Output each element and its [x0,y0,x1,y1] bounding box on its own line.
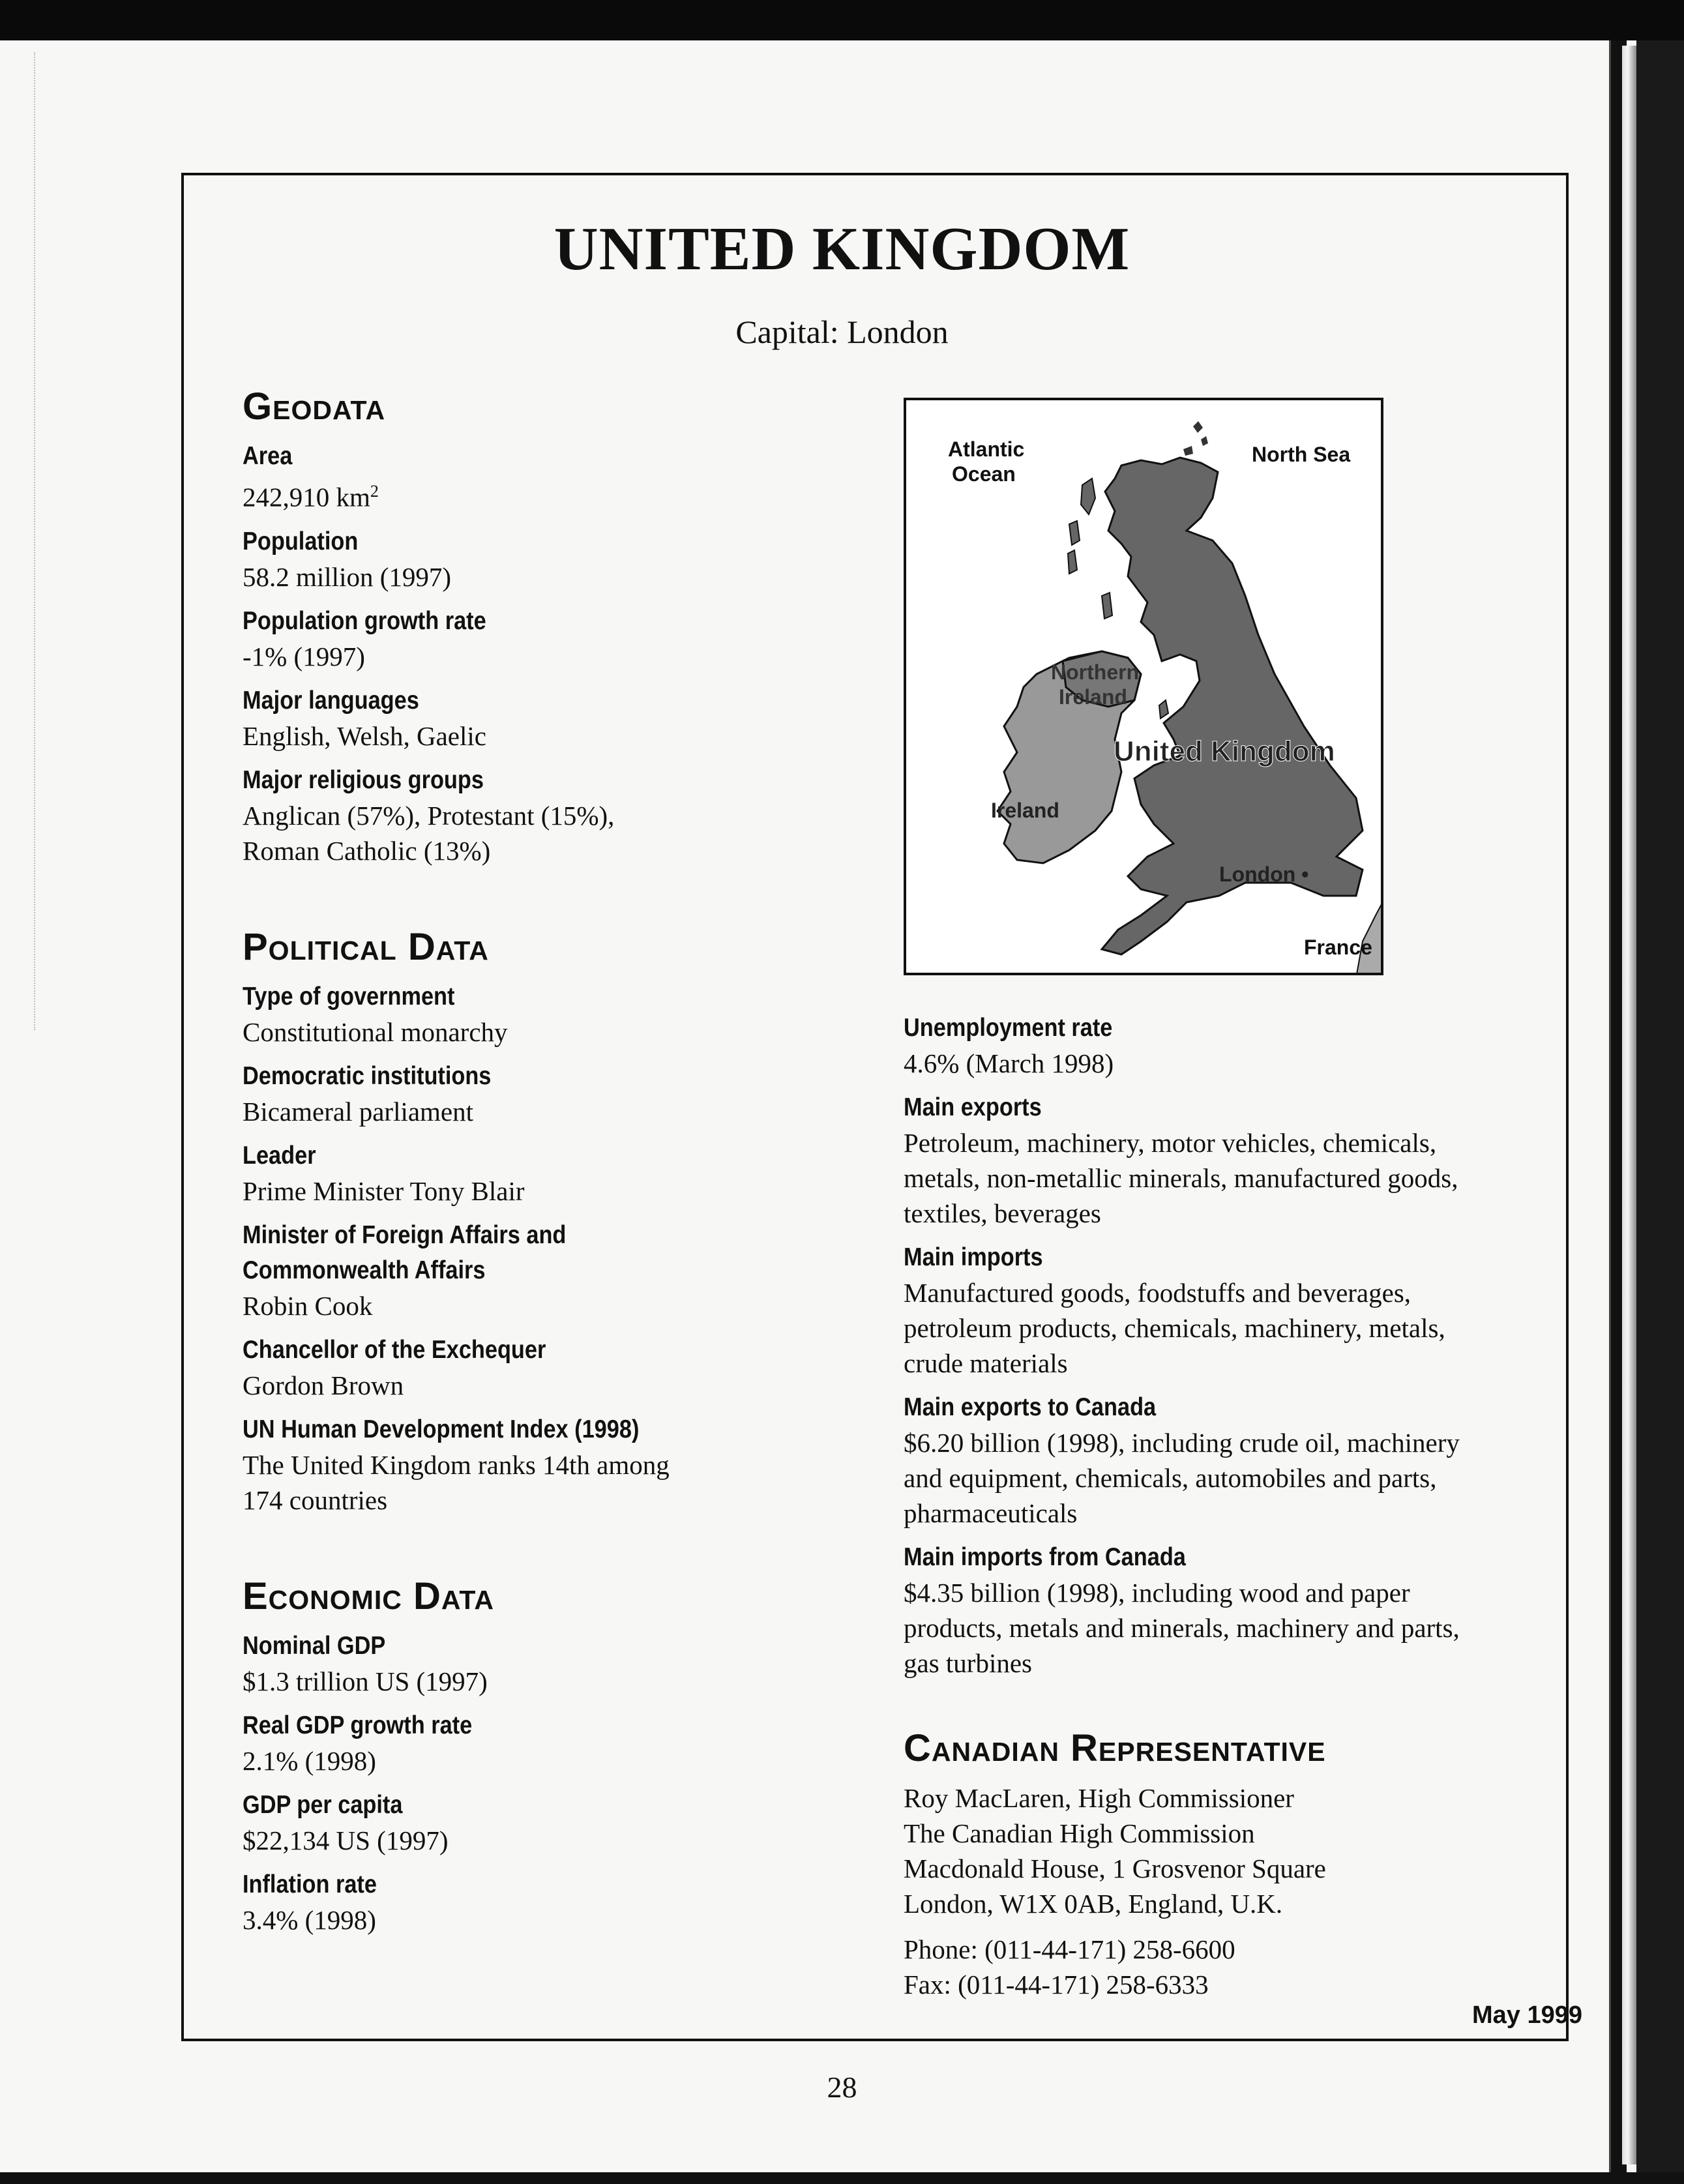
page-number: 28 [827,2071,857,2104]
main-imports-value-line: Manufactured goods, foodstuffs and beverages, [904,1278,1411,1308]
religions-label: Major religious groups [243,765,484,794]
france-label: France [1304,936,1372,959]
geodata-heading: Geodata [243,385,386,428]
northern-ireland-label: Northern Ireland [1051,660,1140,709]
capital-subtitle: Capital: London [735,314,949,350]
exports-to-canada-value-line: $6.20 billion (1998), including crude oil, machinery [904,1428,1460,1458]
population-label: Population [243,527,359,555]
imports-from-canada-value-line: gas turbines [904,1648,1032,1678]
gdp-per-capita-label: GDP per capita [243,1790,403,1819]
atlantic-ocean-label: Atlantic Ocean [948,437,1025,486]
gdp-per-capita-value: $22,134 US (1997) [243,1825,449,1855]
chancellor-value: Gordon Brown [243,1370,404,1400]
uk-map-drawing [906,400,1383,975]
economic-heading: Economic Data [243,1574,495,1617]
area-value: 242,910 $km^2$ [243,482,379,512]
population-item [243,524,829,595]
representative-heading: Canadian Representative [904,1727,1326,1769]
area-item [243,439,829,515]
exports-to-canada-value-line: and equipment, chemicals, automobiles and parts, [904,1463,1437,1493]
representative-city: London, W1X 0AB, England, U.K. [904,1889,1283,1919]
right-column [904,1011,1529,1690]
imports-from-canada-label: Main imports from Canada [904,1543,1186,1571]
scan-bottom-border [0,2172,1684,2184]
uk-map [904,398,1383,975]
growth-label: Population growth rate [243,606,486,635]
main-exports-value-line: metals, non-metallic minerals, manufactured goods, [904,1163,1458,1193]
foreign-minister-item [243,1218,829,1323]
government-item [243,979,829,1050]
north-sea-label: North Sea [1252,443,1351,466]
isle-of-man [1159,700,1168,718]
unemployment-item [904,1011,1529,1081]
growth-value: -1% (1997) [243,641,365,671]
chancellor-item [243,1333,829,1403]
imports-from-canada-value-line: products, metals and minerals, machinery and parts, [904,1613,1460,1643]
unemployment-value: 4.6% (March 1998) [904,1048,1114,1078]
inflation-item [243,1867,829,1938]
nominal-gdp-item [243,1629,829,1699]
hdi-value-line: 174 countries [243,1484,388,1515]
hdi-label: UN Human Development Index (1998) [243,1415,640,1443]
religions-item [243,763,829,868]
main-imports-label: Main imports [904,1243,1043,1271]
exports-to-canada-label: Main exports to Canada [904,1393,1157,1421]
main-imports-value-line: crude materials [904,1348,1068,1378]
hebrides-islands [1068,479,1112,619]
nominal-gdp-value: $1.3 trillion US (1997) [243,1666,488,1696]
area-unit-superscript: 2 [370,482,379,501]
main-exports-label: Main exports [904,1093,1042,1121]
foreign-minister-label: Commonwealth Affairs [243,1256,486,1284]
exports-to-canada-item [904,1390,1529,1531]
representative-phone: Phone: (011-44-171) 258-6600 [904,1934,1235,1964]
foreign-minister-label: Minister of Foreign Affairs and [243,1220,567,1249]
ireland-label: Ireland [991,799,1059,822]
scan-right-edge [1636,40,1684,2172]
languages-label: Major languages [243,686,419,715]
representative-office: The Canadian High Commission [904,1818,1255,1848]
area-label: Area [243,442,293,470]
institutions-value: Bicameral parliament [243,1096,474,1127]
representative-name: Roy MacLaren, High Commissioner [904,1783,1294,1813]
main-imports-value-line: petroleum products, chemicals, machinery, metals, [904,1313,1445,1343]
representative-fax: Fax: (011-44-171) 258-6333 [904,1970,1209,2000]
page-title: UNITED KINGDOM [554,215,1130,283]
hdi-value-line: The United Kingdom ranks 14th among [243,1449,670,1480]
leader-item [243,1138,829,1209]
left-column [243,385,829,1947]
inflation-value: 3.4% (1998) [243,1904,376,1935]
main-imports-item [904,1240,1529,1381]
hdi-item [243,1412,829,1518]
exports-to-canada-value-line: pharmaceuticals [904,1498,1078,1528]
publication-date: May 1999 [1472,2001,1583,2029]
gdp-growth-label: Real GDP growth rate [243,1711,473,1739]
leader-value: Prime Minister Tony Blair [243,1175,525,1206]
main-exports-item [904,1090,1529,1231]
representative-section [904,1727,1529,2002]
gdp-per-capita-item [243,1788,829,1858]
government-value: Constitutional monarchy [243,1016,508,1047]
inflation-label: Inflation rate [243,1870,377,1898]
chancellor-label: Chancellor of the Exchequer [243,1335,546,1364]
representative-address: Macdonald House, 1 Grosvenor Square [904,1853,1326,1883]
gdp-growth-value: 2.1% (1998) [243,1745,376,1776]
languages-item [243,683,829,754]
languages-value: English, Welsh, Gaelic [243,720,486,751]
scan-top-border [0,0,1684,40]
london-label: London • [1219,863,1309,886]
foreign-minister-value: Robin Cook [243,1290,373,1321]
main-exports-value-line: Petroleum, machinery, motor vehicles, chemicals, [904,1128,1437,1158]
main-exports-value-line: textiles, beverages [904,1198,1101,1228]
political-heading: Political Data [243,925,489,968]
nominal-gdp-label: Nominal GDP [243,1631,386,1660]
unemployment-label: Unemployment rate [904,1014,1113,1042]
leader-label: Leader [243,1141,316,1170]
religions-value-line: Anglican (57%), Protestant (15%), [243,800,615,831]
imports-from-canada-item [904,1540,1529,1681]
government-label: Type of government [243,982,455,1011]
united-kingdom-label: United Kingdom [1114,735,1335,767]
gdp-growth-item [243,1708,829,1778]
page-curl [1622,46,1636,2164]
population-value: 58.2 million (1997) [243,561,452,592]
growth-item [243,604,829,674]
scan-left-margin-marks [34,52,39,1030]
institutions-label: Democratic institutions [243,1061,492,1090]
imports-from-canada-value-line: $4.35 billion (1998), including wood and paper [904,1578,1410,1608]
orkney-shetland-islands [1183,421,1208,456]
religions-value-line: Roman Catholic (13%) [243,835,491,866]
institutions-item [243,1059,829,1129]
